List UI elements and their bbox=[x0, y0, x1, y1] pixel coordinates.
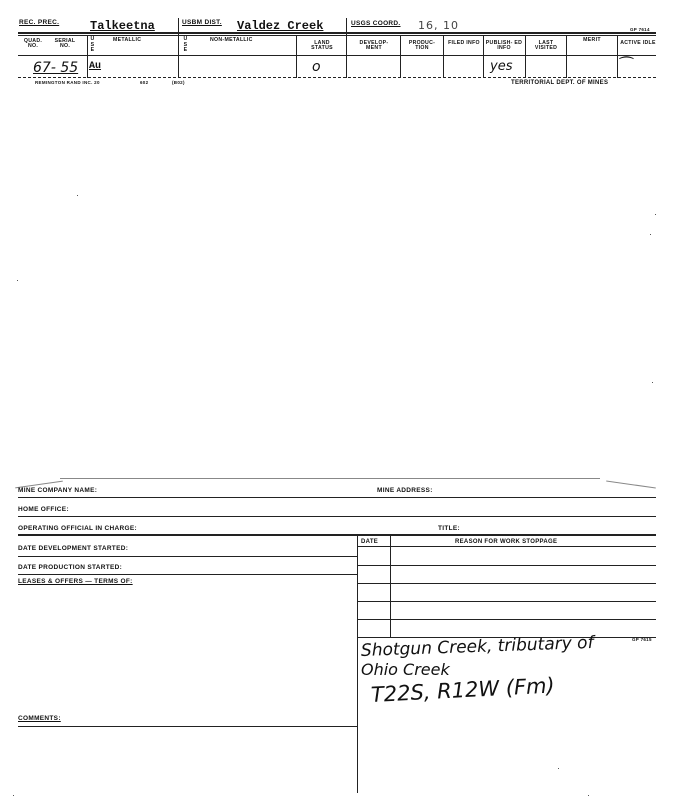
divider bbox=[483, 35, 484, 78]
speck bbox=[650, 234, 651, 235]
usbm-dist-label: USBM DIST. bbox=[182, 19, 222, 26]
speck bbox=[77, 195, 78, 196]
printer-code: 602 bbox=[140, 80, 149, 85]
form-rule bbox=[18, 574, 357, 575]
mine-address-label: MINE ADDRESS: bbox=[377, 487, 433, 494]
quad-serial-value: 67- 55 bbox=[33, 60, 79, 76]
divider bbox=[400, 35, 401, 78]
speck bbox=[652, 382, 653, 383]
usbm-dist-value: Valdez Creek bbox=[237, 19, 324, 33]
date-production-label: DATE PRODUCTION STARTED: bbox=[18, 564, 123, 571]
row-rule bbox=[18, 77, 656, 78]
metallic-value: Au bbox=[89, 61, 102, 72]
col-published-info: PUBLISH- ED INFO bbox=[485, 40, 523, 52]
col-metallic: METALLIC bbox=[113, 37, 142, 43]
published-info-value: yes bbox=[490, 59, 513, 74]
col-use-right: U S E bbox=[183, 36, 188, 54]
form-number: GP 7614 bbox=[630, 27, 650, 32]
column-head-rule bbox=[18, 55, 656, 56]
lower-card bbox=[0, 470, 678, 804]
table-divider bbox=[390, 535, 391, 637]
divider bbox=[178, 18, 179, 78]
form-rule bbox=[18, 497, 656, 498]
rec-prec-value: Talkeetna bbox=[90, 19, 155, 33]
usgs-coord-value: 16, 10 bbox=[418, 19, 459, 32]
col-production: PRODUC- TION bbox=[408, 40, 436, 52]
divider bbox=[87, 35, 88, 78]
table-rule bbox=[357, 601, 656, 602]
handwritten-note-line-2: Ohio Creek bbox=[361, 660, 450, 679]
card-edge bbox=[60, 478, 600, 479]
reason-column-head: REASON FOR WORK STOPPAGE bbox=[455, 539, 558, 545]
comments-label: COMMENTS: bbox=[18, 715, 61, 722]
handwritten-note-line-3: T22S, R12W (Fm) bbox=[370, 673, 556, 707]
header-rule-under bbox=[18, 35, 656, 36]
date-development-label: DATE DEVELOPMENT STARTED: bbox=[18, 545, 129, 552]
top-card bbox=[0, 0, 678, 95]
speck bbox=[13, 795, 14, 796]
speck bbox=[655, 214, 656, 215]
col-land-status: LAND STATUS bbox=[311, 40, 333, 52]
col-filed-info: FILED INFO bbox=[448, 40, 480, 46]
form-rule bbox=[18, 726, 357, 727]
col-merit: MERIT bbox=[583, 37, 601, 43]
form-rule bbox=[18, 534, 656, 536]
operating-official-label: OPERATING OFFICIAL IN CHARGE: bbox=[18, 525, 137, 532]
mine-company-name-label: MINE COMPANY NAME: bbox=[18, 487, 98, 494]
table-divider bbox=[357, 535, 358, 793]
table-rule bbox=[357, 583, 656, 584]
card-edge bbox=[606, 481, 656, 489]
handwritten-note-line-1: Shotgun Creek, tributary of bbox=[360, 632, 594, 661]
col-non-metallic: NON-METALLIC bbox=[210, 37, 253, 43]
department-name: TERRITORIAL DEPT. OF MINES bbox=[511, 80, 609, 86]
title-label: TITLE: bbox=[438, 525, 461, 532]
speck bbox=[558, 768, 559, 769]
col-use-left: U S E bbox=[90, 36, 95, 54]
divider bbox=[566, 35, 567, 78]
divider bbox=[525, 35, 526, 78]
speck bbox=[588, 795, 589, 796]
land-status-value: o bbox=[312, 59, 321, 75]
leases-label: LEASES & OFFERS — TERMS OF: bbox=[18, 578, 133, 585]
form-number-lower: GP 7615 bbox=[632, 637, 652, 642]
table-rule bbox=[357, 546, 656, 547]
col-development: DEVELOP- MENT bbox=[359, 40, 389, 52]
form-rule bbox=[18, 516, 656, 517]
divider bbox=[346, 18, 347, 78]
col-serial-no: SERIAL NO. bbox=[54, 38, 76, 50]
table-rule bbox=[357, 565, 656, 566]
col-quad-no: QUAD. NO. bbox=[23, 38, 43, 50]
divider bbox=[443, 35, 444, 78]
home-office-label: HOME OFFICE: bbox=[18, 506, 69, 513]
printer-code-2: (B02) bbox=[172, 80, 185, 85]
col-last-visited: LAST VISITED bbox=[534, 40, 558, 52]
form-rule bbox=[18, 556, 357, 557]
col-active-idle: ACTIVE IDLE bbox=[620, 40, 656, 46]
printer-imprint: REMINGTON RAND INC. 20 bbox=[35, 80, 100, 85]
speck bbox=[17, 280, 18, 281]
rec-prec-label: REC. PREC. bbox=[19, 19, 60, 26]
header-rule bbox=[18, 32, 656, 34]
active-idle-mark: ⁀ bbox=[620, 56, 633, 75]
usgs-coord-label: USGS COORD. bbox=[351, 20, 401, 27]
divider bbox=[296, 35, 297, 78]
date-column-head: DATE bbox=[361, 539, 379, 545]
table-rule bbox=[357, 619, 656, 620]
divider bbox=[617, 35, 618, 78]
